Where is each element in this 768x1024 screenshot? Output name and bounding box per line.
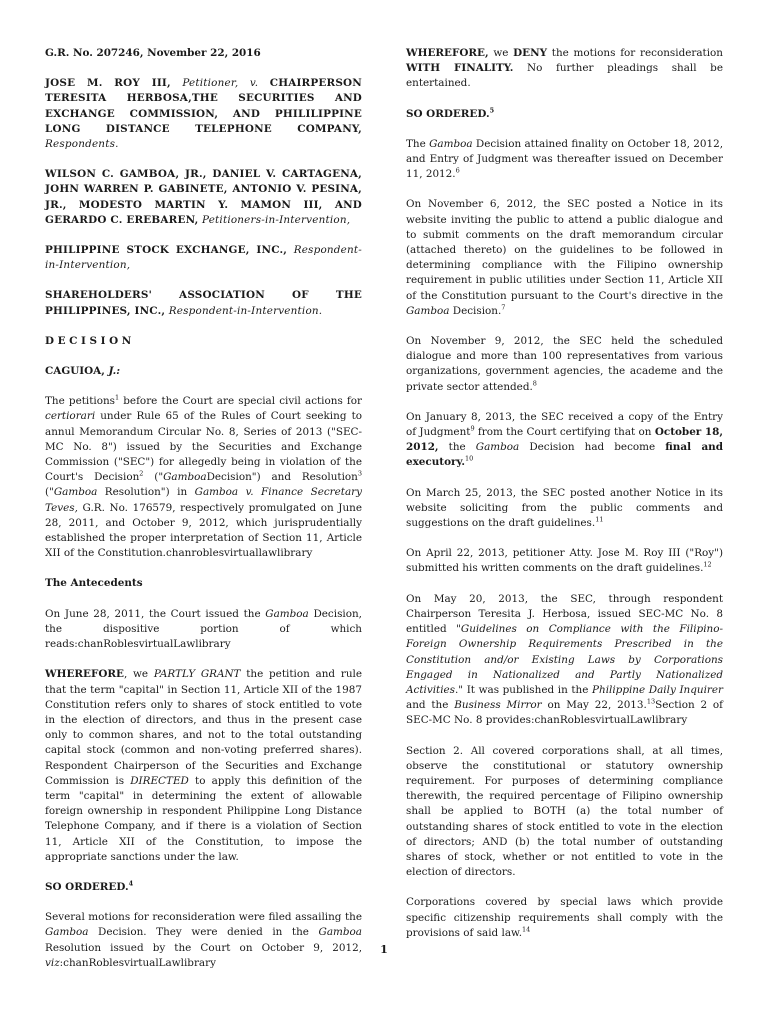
- decision-heading: D E C I S I O N: [45, 334, 132, 347]
- paragraph-special-laws: Corporations covered by special laws which provide specific citizenship requirements shall comply with the provisions of said law.$^{14}$: [406, 896, 723, 939]
- case-number: G.R. No. 207246, November 22, 2016: [45, 47, 261, 59]
- paragraph-sec-mc-8: On May 20, 2013, the SEC, through respondent Chairperson Teresita J. Herbosa, issued SEC-MC No. 8 entitled "Guidelines on Compliance with the Filipino-Foreign Ownership Requirements Prescribed in the Constitution and/or Existing Laws by Corporations Engaged in Nationalized and Partly Nationalized Activities." It was published in the Philippine Daily Inquirer and the Business Mirror on May 22, 2013.13Section 2 of SEC-MC No. 8 provides:chanRoblesvirtualLawlibrary: [406, 592, 724, 727]
- right-column: [406, 46, 723, 956]
- paragraph-finality: The Gamboa Decision attained finality on October 18, 2012, and Entry of Judgment was thereafter issued on December 11, 2012.$^6$: [406, 137, 724, 181]
- paragraph-notice-mar25: On March 25, 2013, the SEC posted another Notice in its website soliciting from the public comments and suggestions on the draft guidelines.$^{11}$: [406, 486, 723, 530]
- caption-petitioners-in-intervention: WILSON C. GAMBOA, JR., DANIEL V. CARTAGENA, JOHN WARREN P. GABINETE, ANTONIO V. PESINA, JR., MODESTO MARTIN Y. MAMON III, AND GERARDO C. EREBAREN, Petitioners-in-Intervention,: [45, 168, 362, 226]
- paragraph-section-2: Section 2. All covered corporations shall, at all times, observe the constitutional or statutory ownership requirement. For purposes of determining compliance therewith, the required percentage of Filipino ownership shall be applied to BOTH (a) the total number of outstanding shares of stock entitled to vote in the election of directors; AND (b) the total number of outstanding shares of stock, whether or not entitled to vote in the election of directors.: [406, 744, 723, 879]
- ponente: CAGUIOA, J.:: [45, 365, 121, 378]
- paragraph-roy-comments: On April 22, 2013, petitioner Atty. Jose M. Roy III ("Roy") submitted his written comments on the draft guidelines.$^{12}$: [406, 547, 723, 575]
- paragraph-dialogue-nov9: On November 9, 2012, the SEC held the scheduled dialogue and more than 100 representatives from various organizations, government agencies, the academe and the private sector attended.$^8$: [406, 335, 723, 393]
- so-ordered-5: SO ORDERED.$^5$: [406, 106, 495, 120]
- paragraph-entry-judgment: On January 8, 2013, the SEC received a copy of the Entry of Judgment$^9$ from the Court certifying that on October 18, 2012, the Gamboa Decision had become final and executory.$^{10}$: [406, 410, 724, 469]
- caption-pse: PHILIPPINE STOCK EXCHANGE, INC., Respondent-in-Intervention,: [45, 244, 362, 272]
- paragraph-notice-nov6: On November 6, 2012, the SEC posted a Notice in its website inviting the public to attend a public dialogue and to submit comments on the draft memorandum circular (attached thereto) on the guidelines to be followed in determining compliance with the Filipino ownership requirement in public utilities under Section 11, Article XII of the Constitution pursuant to the Court's directive in the Gamboa Decision.$^7$: [406, 198, 723, 317]
- left-column: [45, 46, 362, 986]
- so-ordered-4: SO ORDERED.$^4$: [45, 879, 134, 893]
- paragraph-motions-reconsideration: Several motions for reconsideration were filed assailing the Gamboa Decision. They were denied in the Gamboa Resolution issued by the Court on October 9, 2012, viz:chanRoblesvirtualLawlibrary: [45, 911, 362, 969]
- paragraph-wherefore-deny: WHEREFORE, we DENY the motions for reconsideration WITH FINALITY. No further pleadings shall be entertained.: [406, 47, 723, 90]
- paragraph-gamboa-issued: On June 28, 2011, the Court issued the Gamboa Decision, the dispositive portion of which reads:chanRoblesvirtualLawlibrary: [45, 607, 362, 651]
- paragraph-petitions: The petitions$^1$ before the Court are special civil actions for certiorari under Rule 65 of the Rules of Court seeking to annul Memorandum Circular No. 8, Series of 2013 ("SEC-MC No. 8") issued by the Securities and Exchange Commission ("SEC") for allegedly being in violation of the Court's Decision$^2$ ("GamboaDecision") and Resolution$^3$ ("Gamboa Resolution") in Gamboa v. Finance Secretary Teves, G.R. No. 176579, respectively promulgated on June 28, 2011, and October 9, 2012, which jurisprudentially established the proper interpretation of Section 11, Article XII of the Constitution.chanroblesvirtuallawlibrary: [45, 393, 362, 560]
- antecedents-heading: The Antecedents: [45, 577, 143, 590]
- page-number: 1: [380, 943, 388, 956]
- paragraph-wherefore-grant: WHEREFORE, we PARTLY GRANT the petition and rule that the term "capital" in Section 11, Article XII of the 1987 Constitution refers only to shares of stock entitled to vote in the election of directors, and thus in the present case only to common shares, and not to the total outstanding capital stock (common and non-voting preferred shares). Respondent Chairperson of the Securities and Exchange Commission is DIRECTED to apply this definition of the term "capital" in determining the extent of allowable foreign ownership in respondent Philippine Long Distance Telephone Company, and if there is a violation of Section 11, Article XII of the Constitution, to impose the appropriate sanctions under the law.: [45, 668, 362, 863]
- caption-shareholders: SHAREHOLDERS' ASSOCIATION OF THE PHILIPPINES, INC., Respondent-in-Intervention.: [45, 289, 362, 317]
- caption-petitioner: JOSE M. ROY III, Petitioner, v. CHAIRPERSON TERESITA HERBOSA,THE SECURITIES AND EXCHANGE COMMISSION, AND PHILILIPPINE LONG DISTANCE TELEPHONE COMPANY, Respondents.: [45, 77, 362, 151]
